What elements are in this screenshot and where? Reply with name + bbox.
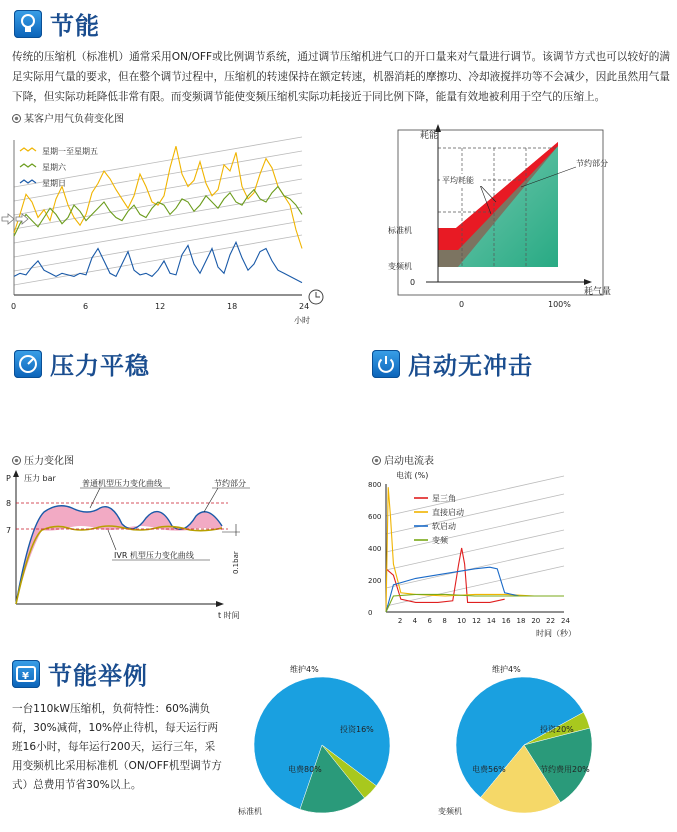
pressure-ytick-7: 7 <box>6 526 12 535</box>
pressure-ylabel: 压力 bar <box>24 474 56 483</box>
startup-chart-caption-text: 启动电流表 <box>384 456 434 467</box>
startup-xtick-label: 22 <box>546 617 556 625</box>
power-label-savings: 节约部分 <box>576 159 608 168</box>
example-section-title: 节能举例 <box>48 662 148 690</box>
ivr-pressure-curve <box>16 526 222 604</box>
pie-label-0: 电费80% <box>288 765 322 774</box>
pie-caption: 标准机 <box>238 807 262 816</box>
startup-grid-line <box>386 548 564 588</box>
load-xtick-label: 24 <box>299 302 310 311</box>
load-xtick-label: 12 <box>155 302 166 311</box>
load-legend-swatch-1 <box>20 164 36 167</box>
startup-ytick-label: 600 <box>368 513 382 521</box>
load-xtick-label: 6 <box>83 302 89 311</box>
pressure-ylabel-letter: P <box>6 474 11 483</box>
pressure-x-arrow <box>216 601 224 607</box>
pressure-ytick-8: 8 <box>6 499 12 508</box>
startup-xtick-label: 10 <box>457 617 467 625</box>
pie-standard-chart <box>232 660 402 820</box>
power-ytick-zero: 0 <box>410 278 416 287</box>
pressure-chart <box>0 466 260 626</box>
load-xtick-label: 18 <box>227 302 238 311</box>
startup-grid-line <box>386 512 564 552</box>
startup-section-icon <box>372 350 400 378</box>
load-legend-label-1: 星期六 <box>42 163 66 172</box>
pressure-y-arrow <box>13 470 19 477</box>
load-grid-line <box>14 151 302 201</box>
startup-series-line-3 <box>386 594 564 612</box>
startup-xtick-label: 20 <box>531 617 541 625</box>
pressure-xlabel: t 时间 <box>218 611 240 620</box>
startup-legend-label-1: 直接启动 <box>432 508 464 517</box>
startup-grid-line <box>386 566 564 606</box>
pressure-bar-label: 0.1bar <box>232 551 240 574</box>
startup-ytick-label: 0 <box>368 609 373 617</box>
power-xtick-100: 100% <box>548 300 571 309</box>
startup-xtick-label: 18 <box>516 617 526 625</box>
pressure-section-icon <box>14 350 42 378</box>
startup-xlabel: 时间（秒） <box>536 629 576 638</box>
load-chart-caption <box>12 110 124 125</box>
startup-ylabel: 电流 (%) <box>396 471 429 480</box>
startup-legend-label-2: 软启动 <box>432 522 456 531</box>
example-section-icon <box>12 660 40 688</box>
load-series-line-2 <box>14 242 302 282</box>
startup-grid-line <box>386 476 564 516</box>
power-ytick-vfd: 变频机 <box>388 262 412 271</box>
power-ylabel: 耗能 <box>420 131 439 141</box>
startup-legend-label-0: 星三角 <box>432 494 456 503</box>
startup-xtick-label: 12 <box>472 617 481 625</box>
gauge-icon <box>14 350 42 378</box>
startup-xtick-label: 8 <box>442 617 447 625</box>
startup-chart <box>364 466 574 636</box>
startup-legend-label-3: 变频 <box>432 536 448 545</box>
startup-xtick-label: 2 <box>397 617 403 625</box>
pie-label-1: 维护4% <box>290 665 319 674</box>
startup-grid-line <box>386 494 564 534</box>
load-grid-line <box>14 193 302 243</box>
normal-curve-label: 普通机型压力变化曲线 <box>82 479 162 488</box>
startup-chart-caption <box>372 452 434 467</box>
startup-xtick-label: 4 <box>412 617 418 625</box>
startup-section-title: 启动无冲击 <box>408 352 533 380</box>
load-arrow-left-icon <box>2 214 14 224</box>
ivr-curve-leader <box>108 530 116 550</box>
load-chart-caption-text: 某客户用气负荷变化图 <box>24 114 124 125</box>
power-xtick-zero: 0 <box>459 300 465 309</box>
load-legend-swatch-2 <box>20 180 36 183</box>
normal-curve-leader <box>90 488 100 508</box>
energy-section-icon <box>14 10 42 38</box>
example-paragraph: 一台110kW压缩机，负荷特性：60%满负荷，30%减荷，10%停止待机，每天运行两班16小时，每年运行200天，运行三年，采用变频机比采用标准机（ON/OFF机型调节方式）总费用节省30%以上。 <box>12 703 222 791</box>
load-grid-line <box>14 165 302 215</box>
load-grid-line <box>14 221 302 271</box>
startup-ytick-label: 200 <box>368 577 382 585</box>
pie-label-0: 电费56% <box>472 765 506 774</box>
load-xlabel: 小时 <box>294 316 310 325</box>
yen-card-icon <box>12 660 40 688</box>
savings-leader <box>204 488 218 512</box>
pie-label-2: 投资16% <box>340 725 374 734</box>
savings-label: 节约部分 <box>214 479 246 488</box>
lightbulb-icon <box>14 10 42 38</box>
power-ytick-standard: 标准机 <box>388 226 412 235</box>
startup-xtick-label: 6 <box>427 617 432 625</box>
ivr-curve-label: IVR 机型压力变化曲线 <box>114 551 194 560</box>
startup-ytick-label: 400 <box>368 545 382 553</box>
power-chart <box>376 122 616 309</box>
intro-paragraph: 传统的压缩机（标准机）通常采用ON/OFF或比例调节系统，通过调节压缩机进气口的开口量来对气量进行调节。该调节方式也可以较好的满足实际用气量的要求，但在整个调节过程中，压缩机的转速保持在额定转速，机器消耗的摩擦功、冷却液搅拌功等不会减少，因此虽然用气量下降，但实际功耗降低非常有限。而变频调节能使变频压缩机实际功耗接近于同比例下降，能量有效地被利用于空气的压缩上。 <box>12 51 670 103</box>
startup-xtick-label: 16 <box>501 617 511 625</box>
energy-section-title: 节能 <box>50 12 100 40</box>
load-xtick-label: 0 <box>11 302 17 311</box>
startup-xtick-label: 24 <box>561 617 570 625</box>
load-legend-label-0: 星期一至星期五 <box>42 147 98 156</box>
pressure-section-title: 压力平稳 <box>50 352 150 380</box>
pie-caption: 变频机 <box>438 807 462 816</box>
load-chart <box>0 125 335 330</box>
startup-xtick-label: 14 <box>486 617 496 625</box>
pie-label-2: 投资20% <box>540 725 574 734</box>
power-icon <box>372 350 400 378</box>
power-xlabel: 耗气量 <box>584 287 612 297</box>
load-legend-swatch-0 <box>20 148 36 151</box>
power-label-avg: 平均耗能 <box>442 176 474 185</box>
pie-label-1: 维护4% <box>492 665 521 674</box>
svg-text:¥: ¥ <box>22 671 29 682</box>
pie-vfd-chart <box>432 660 607 820</box>
pressure-chart-caption-text: 压力变化图 <box>24 456 74 467</box>
pie-label-3: 节约费用20% <box>540 765 590 774</box>
load-grid-line <box>14 235 302 285</box>
startup-grid-line <box>386 530 564 570</box>
load-grid-line <box>14 207 302 257</box>
startup-series-line-2 <box>386 567 520 612</box>
pressure-chart-caption <box>12 452 74 467</box>
load-legend-label-2: 星期日 <box>42 179 66 188</box>
startup-ytick-label: 800 <box>368 481 382 489</box>
